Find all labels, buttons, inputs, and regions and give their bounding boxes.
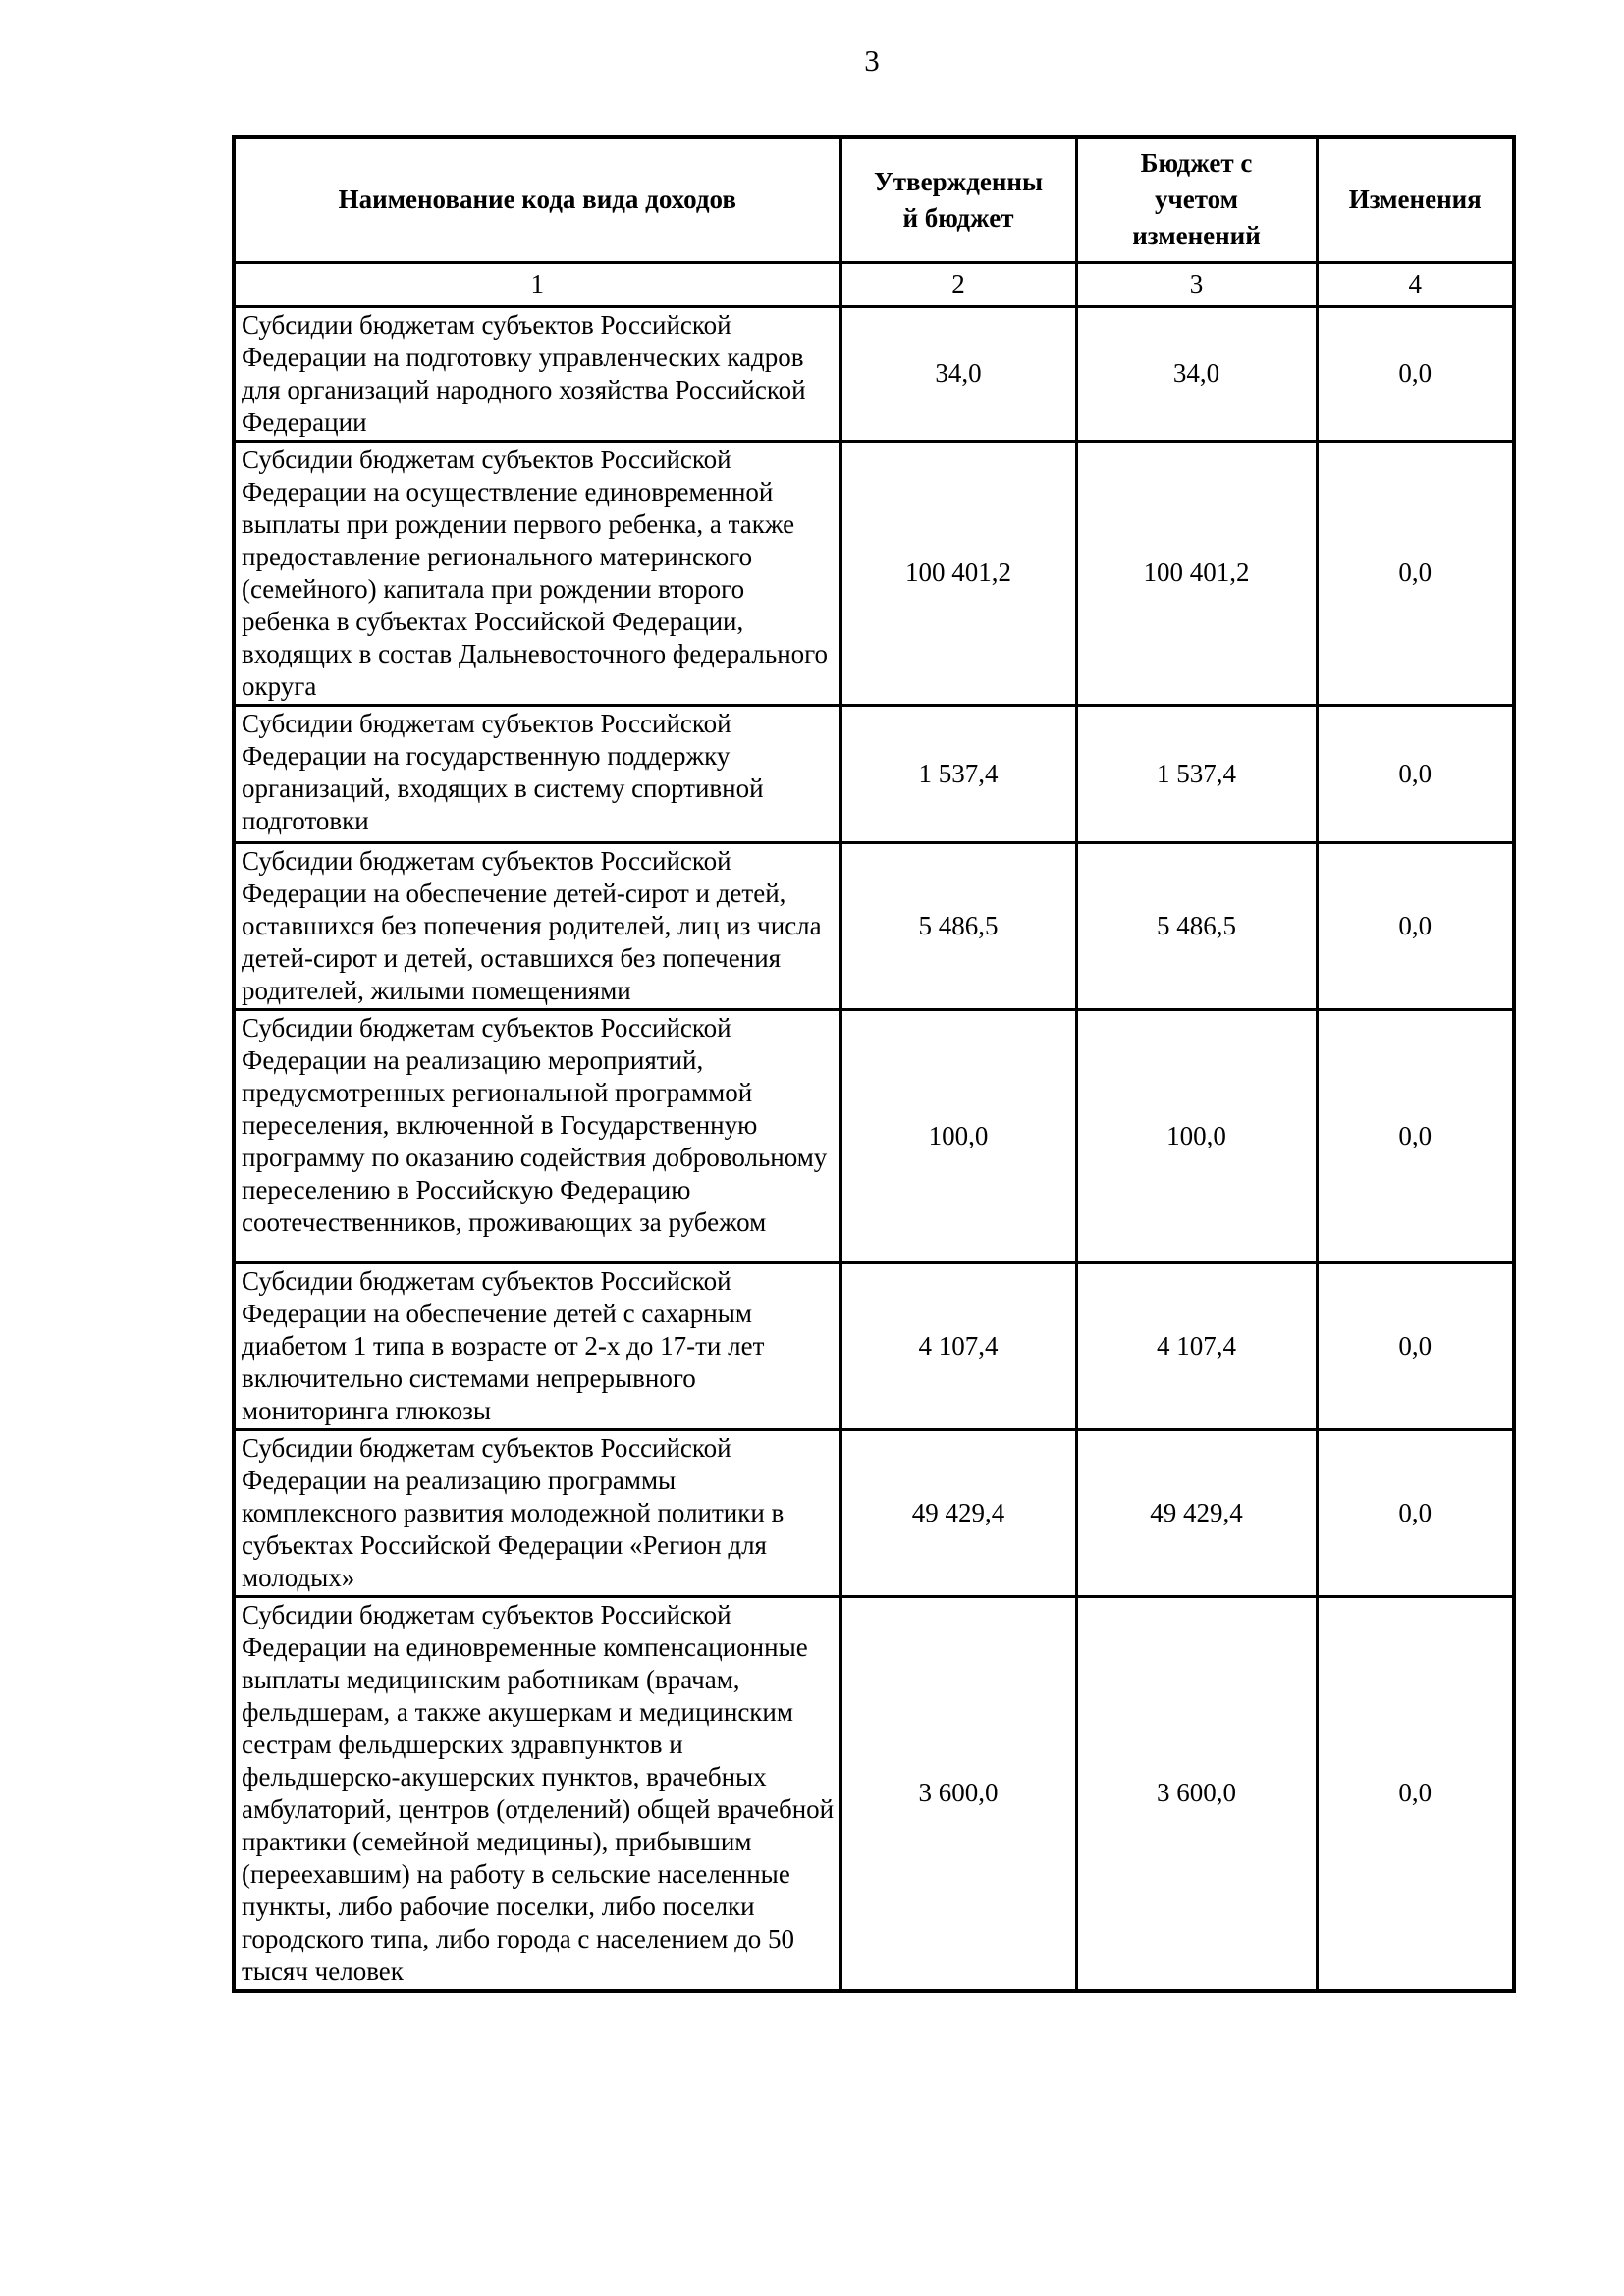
header-cell-income-code-name: Наименование кода вида доходов [234, 137, 840, 262]
changes-cell: 0,0 [1317, 842, 1514, 1009]
header-row [234, 137, 1514, 262]
income-name-cell: Субсидии бюджетам субъектов Российской Федерации на государственную поддержку организаций, входящих в систему спортивной подготовки [234, 705, 840, 842]
income-name-cell: Субсидии бюджетам субъектов Российской Федерации на подготовку управленческих кадров для организаций народного хозяйства Российской Федерации [234, 306, 840, 441]
budget-with-changes-cell: 34,0 [1076, 306, 1317, 441]
header-cell-budget-with-changes: Бюджет с учетом изменений [1076, 137, 1317, 262]
budget-with-changes-cell: 100 401,2 [1076, 441, 1317, 705]
changes-cell: 0,0 [1317, 441, 1514, 705]
table-row [234, 705, 1514, 842]
budget-with-changes-cell: 1 537,4 [1076, 705, 1317, 842]
column-number-2: 2 [840, 262, 1076, 306]
approved-budget-cell: 100 401,2 [840, 441, 1076, 705]
column-number-3: 3 [1076, 262, 1317, 306]
table-header [234, 137, 1514, 306]
income-name-cell: Субсидии бюджетам субъектов Российской Федерации на обеспечение детей-сирот и детей, оставшихся без попечения родителей, лиц из числа детей-сирот и детей, оставшихся без попечения родителей, жилыми помещениями [234, 842, 840, 1009]
table-row [234, 1596, 1514, 1991]
column-numbers-row [234, 262, 1514, 306]
approved-budget-cell: 34,0 [840, 306, 1076, 441]
budget-with-changes-cell: 100,0 [1076, 1009, 1317, 1262]
budget-with-changes-cell: 3 600,0 [1076, 1596, 1317, 1991]
income-name-cell: Субсидии бюджетам субъектов Российской Федерации на реализацию мероприятий, предусмотренных региональной программой переселения, включенной в Государственную программу по оказанию содействия добровольному переселению в Российскую Федерацию соотечественников, проживающих за рубежом [234, 1009, 840, 1262]
changes-cell: 0,0 [1317, 1429, 1514, 1596]
changes-cell: 0,0 [1317, 1596, 1514, 1991]
column-number-1: 1 [234, 262, 840, 306]
approved-budget-cell: 100,0 [840, 1009, 1076, 1262]
table-row [234, 1262, 1514, 1429]
income-name-cell: Субсидии бюджетам субъектов Российской Федерации на реализацию программы комплексного развития молодежной политики в субъектах Российской Федерации «Регион для молодых» [234, 1429, 840, 1596]
column-number-4: 4 [1317, 262, 1514, 306]
table-row [234, 306, 1514, 441]
changes-cell: 0,0 [1317, 705, 1514, 842]
budget-with-changes-cell: 4 107,4 [1076, 1262, 1317, 1429]
table-row [234, 1009, 1514, 1262]
header-approved-budget-line2: й бюджет [902, 202, 1014, 233]
table-body [234, 306, 1514, 1991]
changes-cell: 0,0 [1317, 306, 1514, 441]
table-row [234, 441, 1514, 705]
income-name-cell: Субсидии бюджетам субъектов Российской Федерации на обеспечение детей с сахарным диабетом 1 типа в возрасте от 2-х до 17-ти лет включительно системами непрерывного мониторинга глюкозы [234, 1262, 840, 1429]
budget-with-changes-cell: 5 486,5 [1076, 842, 1317, 1009]
table-row [234, 1429, 1514, 1596]
changes-cell: 0,0 [1317, 1262, 1514, 1429]
approved-budget-cell: 4 107,4 [840, 1262, 1076, 1429]
approved-budget-cell: 49 429,4 [840, 1429, 1076, 1596]
budget-revenue-table [232, 135, 1516, 1993]
income-name-cell: Субсидии бюджетам субъектов Российской Федерации на осуществление единовременной выплаты при рождении первого ребенка, а также предоставление регионального материнского (семейного) капитала при рождении второго ребенка в субъектах Российской Федерации, входящих в состав Дальневосточного федерального округа [234, 441, 840, 705]
approved-budget-cell: 5 486,5 [840, 842, 1076, 1009]
income-name-cell: Субсидии бюджетам субъектов Российской Федерации на единовременные компенсационные выплаты медицинским работникам (врачам, фельдшерам, а также акушеркам и медицинским сестрам фельдшерских здравпунктов и фельдшерско-акушерских пунктов, врачебных амбулаторий, центров (отделений) общей врачебной практики (семейной медицины), прибывшим (переехавшим) на работу в сельские населенные пункты, либо рабочие поселки, либо поселки городского типа, либо города с населением до 50 тысяч человек [234, 1596, 840, 1991]
header-approved-budget-line1: Утвержденны [873, 166, 1044, 196]
header-cell-approved-budget [840, 137, 1076, 262]
approved-budget-cell: 1 537,4 [840, 705, 1076, 842]
budget-with-changes-cell: 49 429,4 [1076, 1429, 1317, 1596]
changes-cell: 0,0 [1317, 1009, 1514, 1262]
approved-budget-cell: 3 600,0 [840, 1596, 1076, 1991]
header-cell-changes: Изменения [1317, 137, 1514, 262]
page-number: 3 [864, 43, 880, 78]
table-row [234, 842, 1514, 1009]
